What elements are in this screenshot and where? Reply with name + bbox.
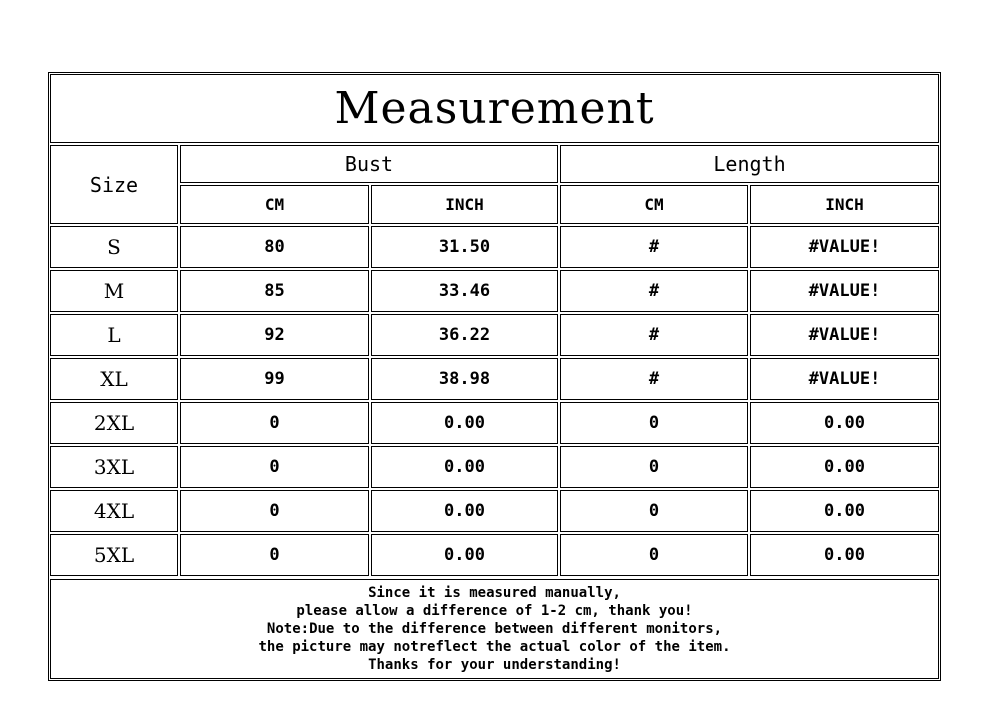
- table-cell-length-inch: 0.00: [750, 402, 939, 444]
- table-cell-length-cm: #: [560, 358, 748, 400]
- note-line: the picture may notreflect the actual color of the item.: [258, 639, 731, 655]
- table-cell-length-inch: #VALUE!: [750, 358, 939, 400]
- table-cell-size: XL: [50, 358, 178, 400]
- table-cell-bust-cm: 92: [180, 314, 369, 356]
- table-cell-length-cm: 0: [560, 402, 748, 444]
- note-line: Since it is measured manually,: [368, 585, 621, 601]
- table-cell-length-inch: #VALUE!: [750, 226, 939, 268]
- table-cell-bust-cm: 0: [180, 490, 369, 532]
- table-cell-size: 2XL: [50, 402, 178, 444]
- table-cell-bust-cm: 85: [180, 270, 369, 312]
- table-cell-bust-cm: 99: [180, 358, 369, 400]
- table-cell-length-inch: #VALUE!: [750, 270, 939, 312]
- length-inch-header: INCH: [750, 185, 939, 224]
- table-cell-length-inch: 0.00: [750, 446, 939, 488]
- table-cell-bust-cm: 0: [180, 446, 369, 488]
- table-cell-length-cm: #: [560, 270, 748, 312]
- table-cell-bust-cm: 0: [180, 402, 369, 444]
- table-cell-bust-cm: 0: [180, 534, 369, 576]
- bust-cm-header: CM: [180, 185, 369, 224]
- length-header: Length: [560, 145, 939, 183]
- table-cell-bust-inch: 33.46: [371, 270, 558, 312]
- table-cell-bust-inch: 0.00: [371, 402, 558, 444]
- table-cell-bust-cm: 80: [180, 226, 369, 268]
- table-cell-length-cm: 0: [560, 490, 748, 532]
- table-cell-bust-inch: 38.98: [371, 358, 558, 400]
- size-header: Size: [50, 145, 178, 224]
- table-cell-bust-inch: 36.22: [371, 314, 558, 356]
- table-cell-bust-inch: 0.00: [371, 534, 558, 576]
- table-cell-size: L: [50, 314, 178, 356]
- table-cell-size: S: [50, 226, 178, 268]
- table-cell-size: 3XL: [50, 446, 178, 488]
- note-line: Thanks for your understanding!: [368, 657, 621, 673]
- table-cell-size: 4XL: [50, 490, 178, 532]
- table-cell-length-cm: 0: [560, 446, 748, 488]
- bust-header: Bust: [180, 145, 558, 183]
- table-cell-bust-inch: 0.00: [371, 490, 558, 532]
- table-cell-size: 5XL: [50, 534, 178, 576]
- table-cell-size: M: [50, 270, 178, 312]
- table-cell-length-inch: 0.00: [750, 490, 939, 532]
- table-cell-bust-inch: 31.50: [371, 226, 558, 268]
- table-cell-length-cm: #: [560, 314, 748, 356]
- table-cell-length-inch: 0.00: [750, 534, 939, 576]
- disclaimer-note: [50, 579, 939, 679]
- note-line: Note:Due to the difference between different monitors,: [266, 621, 723, 637]
- table-cell-length-cm: #: [560, 226, 748, 268]
- table-cell-bust-inch: 0.00: [371, 446, 558, 488]
- table-cell-length-cm: 0: [560, 534, 748, 576]
- table-title: Measurement: [50, 74, 939, 143]
- bust-inch-header: INCH: [371, 185, 558, 224]
- note-line: please allow a difference of 1-2 cm, thank you!: [296, 603, 693, 619]
- length-cm-header: CM: [560, 185, 748, 224]
- table-cell-length-inch: #VALUE!: [750, 314, 939, 356]
